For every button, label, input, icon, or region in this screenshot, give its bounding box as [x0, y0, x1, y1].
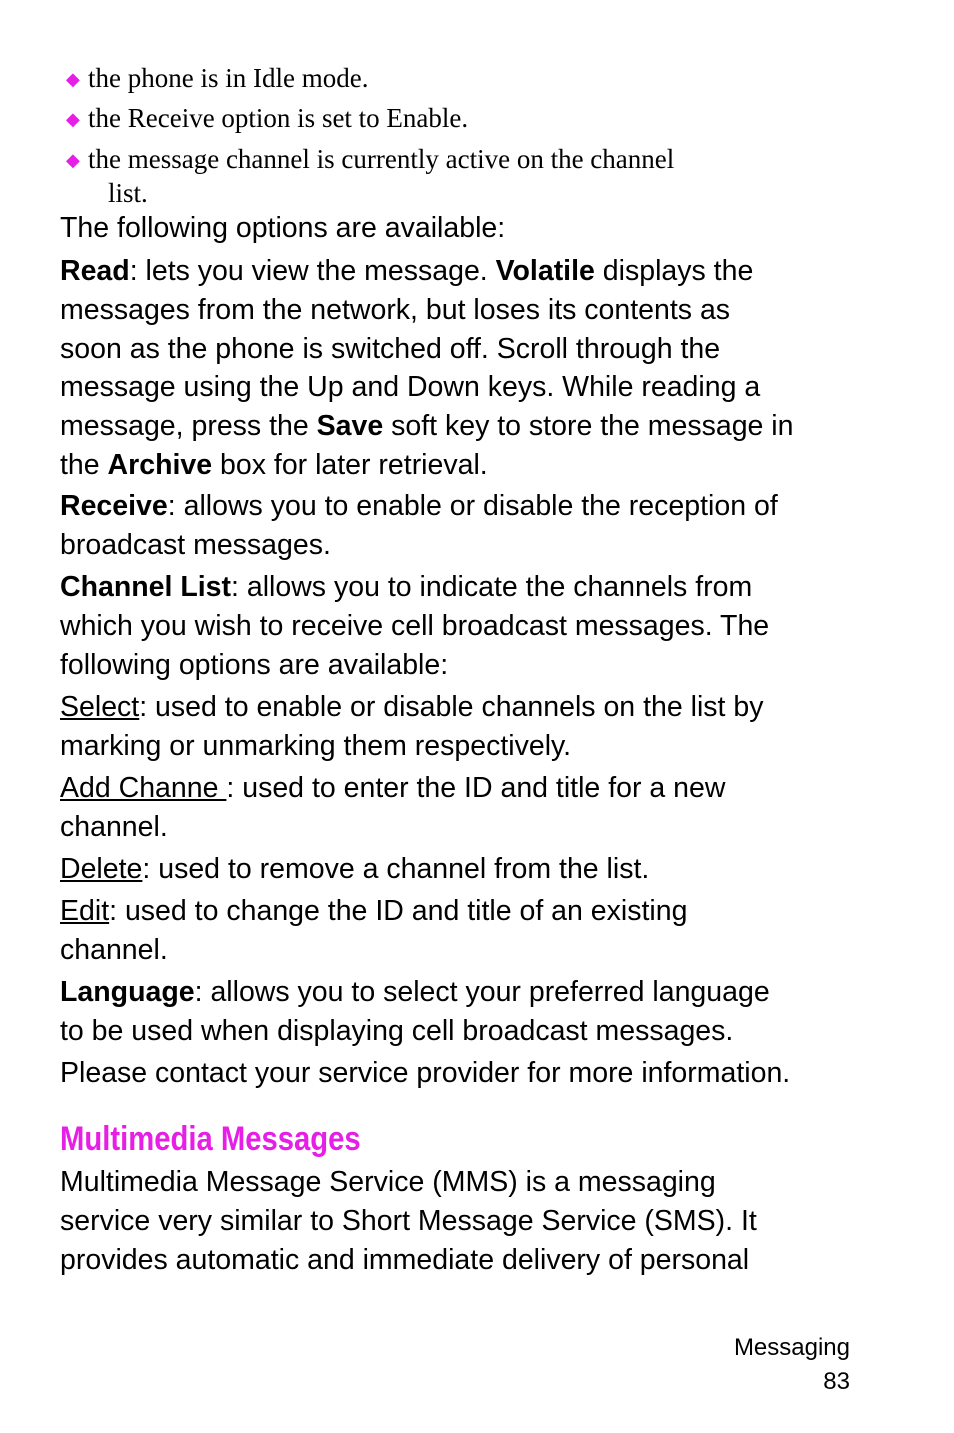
bullet-text: the Receive option is set to Enable.: [88, 103, 469, 133]
contact-text: Please contact your service provider for more information.: [60, 1057, 791, 1089]
read-text: : lets you view the message.: [129, 255, 496, 287]
delete-paragraph: [60, 850, 900, 889]
diamond-icon: ◆: [66, 109, 80, 129]
receive-text: : allows you to enable or disable the reception of broadcast messages.: [60, 490, 778, 561]
edit-term: Edit: [60, 895, 110, 927]
language-paragraph: [60, 973, 900, 1051]
read-text: box for later retrieval.: [212, 448, 488, 481]
language-text: : allows you to select your preferred language to be used when displaying cell broadcast messages.: [60, 976, 770, 1047]
read-text: soft key to store the message in the: [60, 410, 794, 481]
add-channel-text: : used to enter the ID and title for a new channel.: [60, 772, 726, 843]
select-text: : used to enable or disable channels on the list by marking or unmarking them respectively.: [60, 691, 764, 762]
edit-text: : used to change the ID and title of an existing channel.: [60, 895, 688, 966]
bullet-text: the message channel is currently active on the channel: [88, 144, 675, 174]
select-paragraph: [60, 688, 900, 766]
channel-list-paragraph: [60, 568, 900, 684]
archive-term: Archive: [107, 448, 213, 481]
save-term: Save: [316, 410, 384, 443]
diamond-icon: ◆: [66, 69, 80, 89]
bullet-continuation: list.: [108, 178, 148, 208]
delete-text: : used to remove a channel from the list.: [142, 853, 650, 885]
footer-section: Messaging: [733, 1334, 850, 1361]
read-paragraph: [60, 252, 900, 485]
receive-term: Receive: [60, 490, 168, 522]
add-channel-term: Add Channe: [60, 772, 227, 804]
channel-list-term: Channel List: [60, 571, 232, 603]
intro-text: The following options are available:: [60, 212, 506, 244]
bullet-item: [66, 140, 674, 179]
diamond-icon: ◆: [66, 150, 80, 170]
section-heading: Multimedia Messages: [60, 1120, 361, 1158]
read-text: displays the messages from the network, but loses its contents as soon as the phone is switched off. Scroll through the message using the Up and Down keys. While reading a message, press the: [60, 255, 761, 443]
edit-paragraph: [60, 892, 900, 970]
language-term: Language: [60, 976, 195, 1008]
add-channel-paragraph: [60, 769, 900, 847]
bullet-item: [66, 59, 368, 98]
receive-paragraph: [60, 487, 900, 565]
bullet-item: [66, 99, 468, 138]
select-term: Select: [60, 691, 140, 723]
delete-term: Delete: [60, 853, 143, 885]
bullet-text: the phone is in Idle mode.: [88, 63, 369, 93]
read-term: Read: [60, 255, 130, 287]
page-number: 83: [823, 1368, 850, 1395]
channel-list-text: : allows you to indicate the channels from which you wish to receive cell broadcast messages. The following options are available:: [60, 571, 770, 681]
volatile-term: Volatile: [495, 255, 595, 287]
mms-paragraph: Multimedia Message Service (MMS) is a messaging service very similar to Short Message Service (SMS). It provides automatic and immediate delivery of personal: [60, 1166, 757, 1276]
